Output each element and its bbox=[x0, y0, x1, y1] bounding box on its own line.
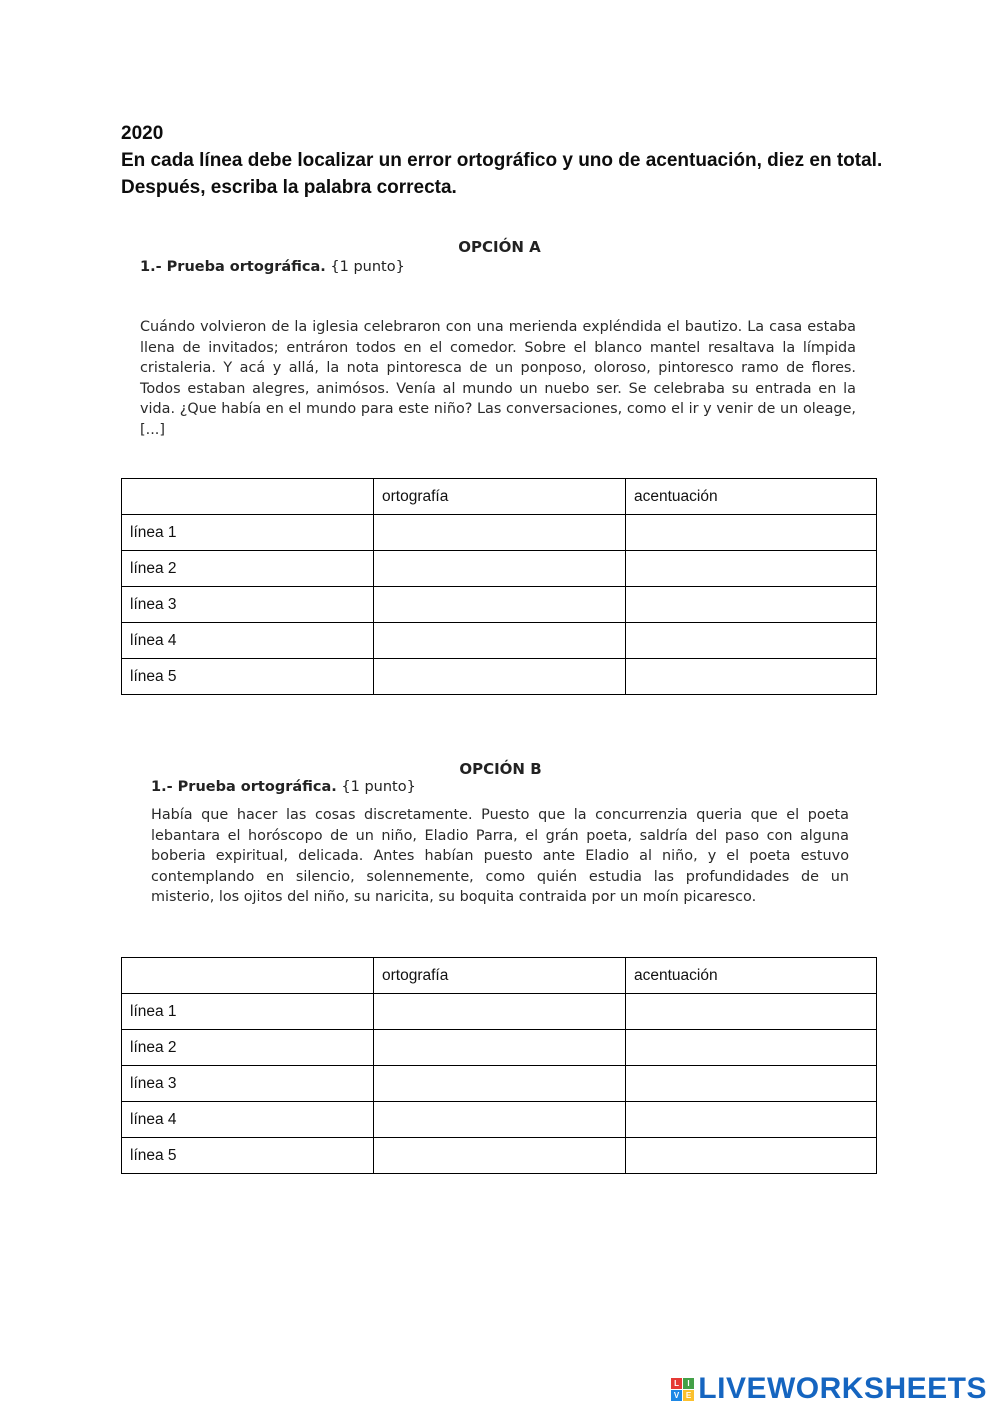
table-row bbox=[122, 1138, 877, 1174]
table-row bbox=[122, 515, 877, 551]
table-row bbox=[122, 587, 877, 623]
logo-tile: V bbox=[671, 1390, 682, 1401]
option-a-passage-line: [...] bbox=[140, 421, 165, 438]
option-b-passage-line: misterio, los ojitos del niño, su naricita, su boquita contraida por un moín picaresco. bbox=[151, 889, 757, 906]
acentuacion-answer-cell[interactable] bbox=[626, 623, 877, 659]
ortografia-answer-cell[interactable] bbox=[374, 1066, 626, 1102]
option-b-prueba bbox=[151, 779, 416, 795]
option-a-passage-line: Cuándo volvieron de la iglesia celebraron con una merienda expléndida el bautizo. La casa estaba bbox=[140, 319, 856, 335]
acentuacion-answer-cell[interactable] bbox=[626, 1030, 877, 1066]
row-label: línea 2 bbox=[122, 1030, 374, 1066]
row-label: línea 2 bbox=[122, 551, 374, 587]
brand-name: LIVEWORKSHEETS bbox=[698, 1372, 987, 1405]
row-label: línea 4 bbox=[122, 1102, 374, 1138]
logo-tile: E bbox=[683, 1390, 694, 1401]
table-row bbox=[122, 1030, 877, 1066]
row-label: línea 1 bbox=[122, 515, 374, 551]
option-b-title: OPCIÓN B bbox=[459, 760, 542, 778]
acentuacion-answer-cell[interactable] bbox=[626, 515, 877, 551]
ortografia-answer-cell[interactable] bbox=[374, 1030, 626, 1066]
table-row bbox=[122, 551, 877, 587]
ortografia-answer-cell[interactable] bbox=[374, 587, 626, 623]
acentuacion-answer-cell[interactable] bbox=[626, 1066, 877, 1102]
table-header-row bbox=[122, 958, 877, 994]
ortografia-answer-cell[interactable] bbox=[374, 1138, 626, 1174]
row-label: línea 4 bbox=[122, 623, 374, 659]
option-a-prueba bbox=[140, 259, 405, 275]
liveworksheets-logo-icon bbox=[671, 1378, 694, 1401]
table-row bbox=[122, 623, 877, 659]
acentuacion-answer-cell[interactable] bbox=[626, 587, 877, 623]
ortografia-answer-cell[interactable] bbox=[374, 551, 626, 587]
ortografia-answer-cell[interactable] bbox=[374, 1102, 626, 1138]
option-b-passage-line: lebantara el horóscopo de un niño, Eladio Parra, el grán poeta, saldría del paso con alguna bbox=[151, 827, 849, 844]
option-a-prueba-points: {1 punto} bbox=[330, 259, 405, 275]
option-b-prueba-label: 1.- Prueba ortográfica. bbox=[151, 779, 337, 795]
column-header: acentuación bbox=[626, 958, 877, 994]
option-a-prueba-label: 1.- Prueba ortográfica. bbox=[140, 259, 326, 275]
logo-tile: L bbox=[671, 1378, 682, 1389]
liveworksheets-brand[interactable] bbox=[671, 1372, 987, 1406]
row-label: línea 5 bbox=[122, 1138, 374, 1174]
logo-tile: I bbox=[683, 1378, 694, 1389]
option-b-passage bbox=[151, 805, 849, 908]
option-a-title: OPCIÓN A bbox=[458, 238, 541, 256]
table-row bbox=[122, 1066, 877, 1102]
acentuacion-answer-cell[interactable] bbox=[626, 659, 877, 695]
row-label: línea 1 bbox=[122, 994, 374, 1030]
table-row bbox=[122, 1102, 877, 1138]
column-header: ortografía bbox=[374, 958, 626, 994]
row-label: línea 3 bbox=[122, 1066, 374, 1102]
instructions-header bbox=[121, 120, 891, 201]
option-a-passage-line: vida. ¿Que había en el mundo para este niño? Las conversaciones, como el ir y venir de un oleage, bbox=[140, 401, 856, 418]
acentuacion-answer-cell[interactable] bbox=[626, 994, 877, 1030]
acentuacion-answer-cell[interactable] bbox=[626, 551, 877, 587]
option-b-passage-line: boberia expiritual, delicada. Antes habían puesto ante Eladio al niño, y el poeta estuvo bbox=[151, 848, 849, 865]
ortografia-answer-cell[interactable] bbox=[374, 515, 626, 551]
column-header bbox=[122, 958, 374, 994]
ortografia-answer-cell[interactable] bbox=[374, 994, 626, 1030]
option-b-passage-line: contemplando en silencio, solennemente, como quién estudia las profundidades de un bbox=[151, 868, 849, 885]
option-a-answer-table bbox=[121, 478, 877, 695]
option-a-passage bbox=[140, 317, 856, 441]
table-row bbox=[122, 994, 877, 1030]
column-header: ortografía bbox=[374, 479, 626, 515]
year-label: 2020 bbox=[121, 123, 164, 144]
column-header: acentuación bbox=[626, 479, 877, 515]
acentuacion-answer-cell[interactable] bbox=[626, 1102, 877, 1138]
table-header-row bbox=[122, 479, 877, 515]
option-a-passage-line: Todos estaban alegres, animósos. Venía al mundo un nuebo ser. Se celebraba su entrada en la bbox=[140, 380, 856, 397]
ortografia-answer-cell[interactable] bbox=[374, 623, 626, 659]
option-b-passage-line: Había que hacer las cosas discretamente. Puesto que la concurrenzia queria que el poeta bbox=[151, 807, 849, 823]
column-header bbox=[122, 479, 374, 515]
ortografia-answer-cell[interactable] bbox=[374, 659, 626, 695]
option-b-prueba-points: {1 punto} bbox=[341, 779, 416, 795]
table-row bbox=[122, 659, 877, 695]
row-label: línea 3 bbox=[122, 587, 374, 623]
row-label: línea 5 bbox=[122, 659, 374, 695]
acentuacion-answer-cell[interactable] bbox=[626, 1138, 877, 1174]
option-b-answer-table bbox=[121, 957, 877, 1174]
option-a-passage-line: cristaleria. Y acá y allá, la nota pintoresca de un ponposo, oloroso, pintoresco ramo de flores. bbox=[140, 360, 856, 377]
instructions-text: En cada línea debe localizar un error ortográfico y uno de acentuación, diez en total. Después, escriba la palabra correcta. bbox=[121, 150, 883, 198]
option-a-passage-line: llena de invitados; entráron todos en el comedor. Sobre el blanco mantel resaltava la límpida bbox=[140, 339, 856, 356]
